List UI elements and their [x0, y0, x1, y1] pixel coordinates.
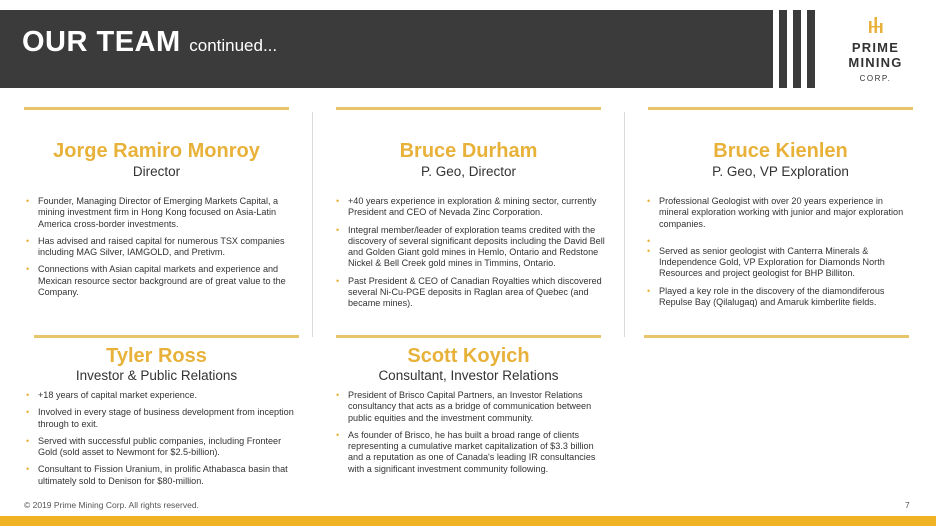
- bullet-item: • +18 years of capital market experience.: [24, 390, 294, 401]
- bullet-item: • Connections with Asian capital markets and experience and Mexican resource sector background are of great value to the Company.: [24, 264, 294, 298]
- divider-line: [336, 107, 601, 110]
- member-role: Director: [132, 164, 181, 179]
- bullet-item: • Integral member/leader of exploration teams credited with the discovery of several significant deposits including the David Bell and Golden Giant gold mines in Hemlo, Ontario and Redstone Nickel & Bell Creek gold mines in Timmins, Ontario.: [334, 225, 606, 270]
- divider-line: [644, 335, 909, 338]
- logo-line-corp: CORP.: [859, 74, 892, 83]
- page-subtitle: continued...: [189, 36, 278, 55]
- member-name: Bruce Durham: [399, 140, 538, 162]
- divider-line: [34, 335, 299, 338]
- bullet-item: • Served as senior geologist with Canterra Minerals & Independence Gold, VP Exploration for Diamonds North Resources and project geologist for BHP Billiton.: [645, 246, 915, 280]
- bullet-item: • President of Brisco Capital Partners, an Investor Relations consultancy that acts as a bridge of communication between public equities and the investment community.: [334, 390, 606, 424]
- column-separator: [624, 112, 625, 337]
- member-name: Scott Koyich: [407, 345, 530, 367]
- logo-line-mining: MINING: [848, 55, 903, 70]
- bullet-item: • Has advised and raised capital for numerous TSX companies including MAG Silver, IAMGOLD, and Pretivm.: [24, 236, 294, 259]
- copyright-text: © 2019 Prime Mining Corp. All rights reserved.: [24, 500, 199, 510]
- bottom-accent-bar: [0, 516, 936, 526]
- prime-mining-logo-icon: [868, 17, 884, 38]
- bullet-item: • Past President & CEO of Canadian Royalties which discovered several Ni-Cu-PGE deposits in Raglan area of Quebec (and became mines).: [334, 276, 606, 310]
- divider-line: [648, 107, 913, 110]
- member-bullets: [645, 196, 915, 314]
- member-role: P. Geo, Director: [420, 164, 517, 179]
- member-role: Investor & Public Relations: [75, 368, 238, 383]
- bullet-item: • Professional Geologist with over 20 years experience in mineral exploration working with junior and major exploration companies.: [645, 196, 915, 230]
- bullet-item: • Founder, Managing Director of Emerging Markets Capital, a mining investment firm in Hong Kong focused on Asia-Latin America cross-border investments.: [24, 196, 294, 230]
- logo-line-prime: PRIME: [851, 40, 900, 55]
- bullet-item: • As founder of Brisco, he has built a broad range of clients representing a cumulative market capitalization of $3.3 billion and a reputation as one of Canada's leading IR consultancies with a significant investment community following.: [334, 430, 606, 475]
- member-name: Jorge Ramiro Monroy: [53, 140, 260, 162]
- bullet-item: [645, 236, 915, 240]
- divider-line: [24, 107, 289, 110]
- bullet-item: • Involved in every stage of business development from inception through to exit.: [24, 407, 294, 430]
- member-name: Bruce Kienlen: [713, 140, 848, 162]
- bullet-item: • Served with successful public companies, including Fronteer Gold (sold asset to Newmont for $2.5-billion).: [24, 436, 294, 459]
- page-title: [22, 26, 277, 59]
- page-number: 7: [905, 500, 910, 510]
- bullet-item: • Played a key role in the discovery of the diamondiferous Repulse Bay (Qilalugaq) and Amaruk kimberlite fields.: [645, 286, 915, 309]
- member-name: Tyler Ross: [106, 345, 207, 367]
- bullet-item: • Consultant to Fission Uranium, in prolific Athabasca basin that ultimately sold to Denison for $80-million.: [24, 464, 294, 487]
- member-bullets: [334, 196, 606, 316]
- divider-line: [336, 335, 601, 338]
- page-title-text: OUR TEAM: [22, 26, 181, 58]
- company-logo: [815, 0, 936, 100]
- member-role: Consultant, Investor Relations: [378, 368, 559, 383]
- member-bullets: [334, 390, 606, 481]
- member-role: P. Geo, VP Exploration: [712, 164, 849, 179]
- member-bullets: [24, 196, 294, 304]
- member-bullets: [24, 390, 294, 493]
- decorative-bars: [773, 10, 811, 88]
- bullet-item: • +40 years experience in exploration & mining sector, currently President and CEO of Nevada Zinc Corporation.: [334, 196, 606, 219]
- column-separator: [312, 112, 313, 337]
